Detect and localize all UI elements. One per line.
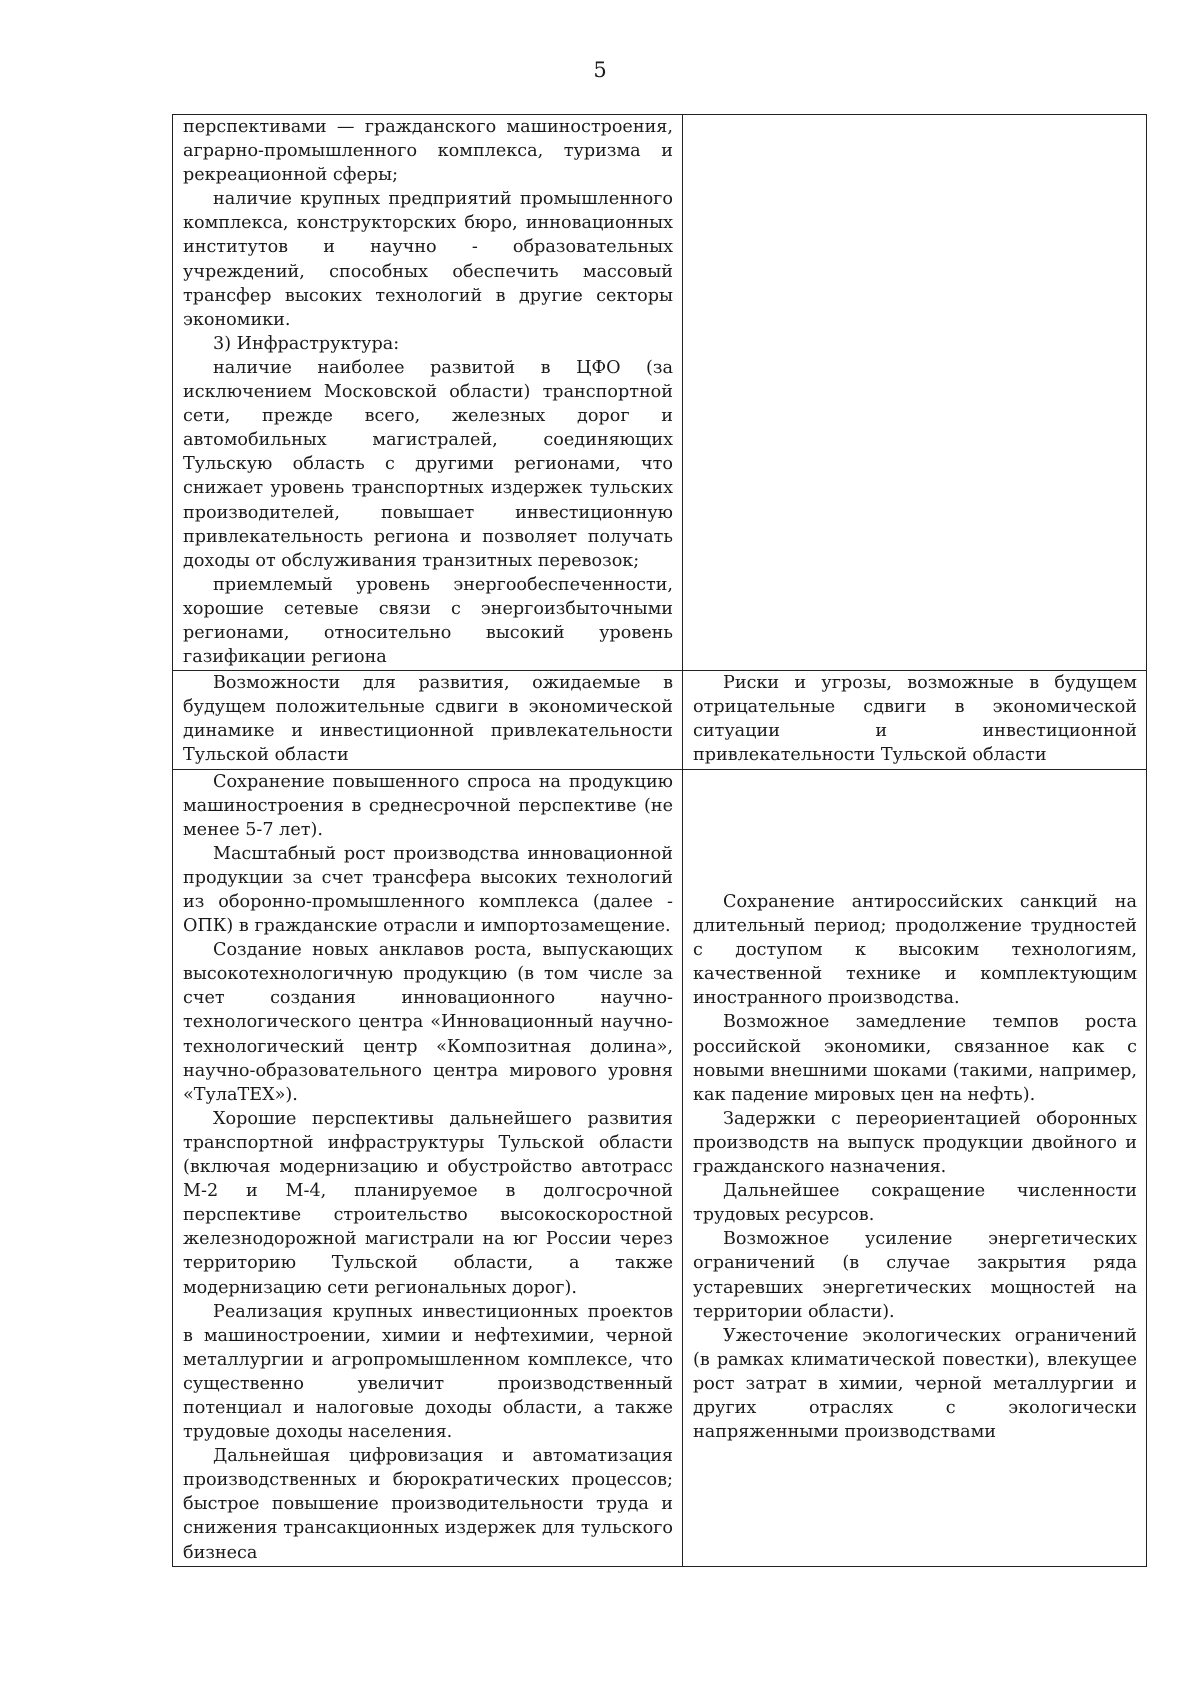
table-row-headers <box>173 671 1147 769</box>
threat-item: Ужесточение экологических ограничений (в рамках климатической повестки), влекущее рост затрат в химии, черной металлургии и других отраслях с экологически напряженными производствами <box>693 1325 1137 1443</box>
table-row-strengths <box>173 115 1147 671</box>
table-row-opportunities-threats <box>173 769 1147 1566</box>
threat-item: Возможное усиление энергетических ограничений (в случае закрытия ряда устаревших энергетических мощностей на территории области). <box>693 1229 1137 1322</box>
threats-header-cell <box>683 671 1147 769</box>
paragraph: наличие крупных предприятий промышленного комплекса, конструкторских бюро, инновационных институтов и научно - образовательных учреждений, способных обеспечить массовый трансфер высоких технологий в другие секторы экономики. <box>183 189 673 330</box>
page-number: 5 <box>593 58 607 82</box>
opportunity-item: Создание новых анклавов роста, выпускающих высокотехнологичную продукцию (в том числе за счет создания инновационного научно-технологического центра «Инновационный научно-технологический центр «Композитная долина», научно-образовательного центра мирового уровня «ТулаТЕХ»). <box>183 940 673 1105</box>
opportunities-header-cell <box>173 671 683 769</box>
paragraph: наличие наиболее развитой в ЦФО (за исключением Московской области) транспортной сети, прежде всего, железных дорог и автомобильных магистралей, соединяющих Тульскую область с другими регионами, что снижает уровень транспортных издержек тульских производителей, повышает инвестиционную привлекательность региона и позволяет получать доходы от обслуживания транзитных перевозок; <box>183 357 673 571</box>
paragraph: перспективами — гражданского машиностроения, аграрно-промышленного комплекса, туризма и рекреационной сферы; <box>183 117 673 186</box>
threats-cell <box>683 769 1147 1566</box>
threats-header: Риски и угрозы, возможные в будущем отрицательные сдвиги в экономической ситуации и инвестиционной привлекательности Тульской области <box>693 673 1137 766</box>
opportunity-item: Дальнейшая цифровизация и автоматизация производственных и бюрократических процессов; быстрое повышение производительности труда и снижения трансакционных издержек для тульского бизнеса <box>183 1446 673 1563</box>
empty-cell <box>683 115 1147 671</box>
threat-item: Дальнейшее сокращение численности трудовых ресурсов. <box>693 1181 1137 1226</box>
threat-item: Задержки с переориентацией оборонных производств на выпуск продукции двойного и гражданского назначения. <box>693 1108 1137 1178</box>
opportunities-cell <box>173 769 683 1566</box>
paragraph: приемлемый уровень энергообеспеченности, хорошие сетевые связи с энергоизбыточными регионами, относительно высокий уровень газификации региона <box>183 574 673 668</box>
opportunity-item: Реализация крупных инвестиционных проектов в машиностроении, химии и нефтехимии, черной металлургии и агропромышленном комплексе, что существенно увеличит производственный потенциал и налоговые доходы области, а также трудовые доходы населения. <box>183 1301 673 1443</box>
opportunity-item: Сохранение повышенного спроса на продукцию машиностроения в среднесрочной перспективе (не менее 5-7 лет). <box>183 771 673 840</box>
opportunity-item: Хорошие перспективы дальнейшего развития транспортной инфраструктуры Тульской области (включая модернизацию и обустройство автотрасс М-2 и М-4, планируемое в долгосрочной перспективе строительство высокоскоростной железнодорожной магистрали на юг России через территорию Тульской области, а также модернизацию сети региональных дорог). <box>183 1108 673 1298</box>
strengths-cell <box>173 115 683 671</box>
paragraph: 3) Инфраструктура: <box>213 333 400 354</box>
opportunities-header: Возможности для развития, ожидаемые в будущем положительные сдвиги в экономической динамике и инвестиционной привлекательности Тульской области <box>183 673 673 766</box>
swot-table <box>172 114 1147 1567</box>
opportunity-item: Масштабный рост производства инновационной продукции за счет трансфера высоких технологий из оборонно-промышленного комплекса (далее - ОПК) в гражданские отрасли и импортозамещение. <box>183 843 673 937</box>
threat-item: Возможное замедление темпов роста российской экономики, связанное как с новыми внешними шоками (такими, например, как падение мировых цен на нефть). <box>693 1012 1137 1105</box>
threat-item: Сохранение антироссийских санкций на длительный период; продолжение трудностей с доступом к высоким технологиям, качественной технике и комплектующим иностранного производства. <box>693 892 1137 1009</box>
